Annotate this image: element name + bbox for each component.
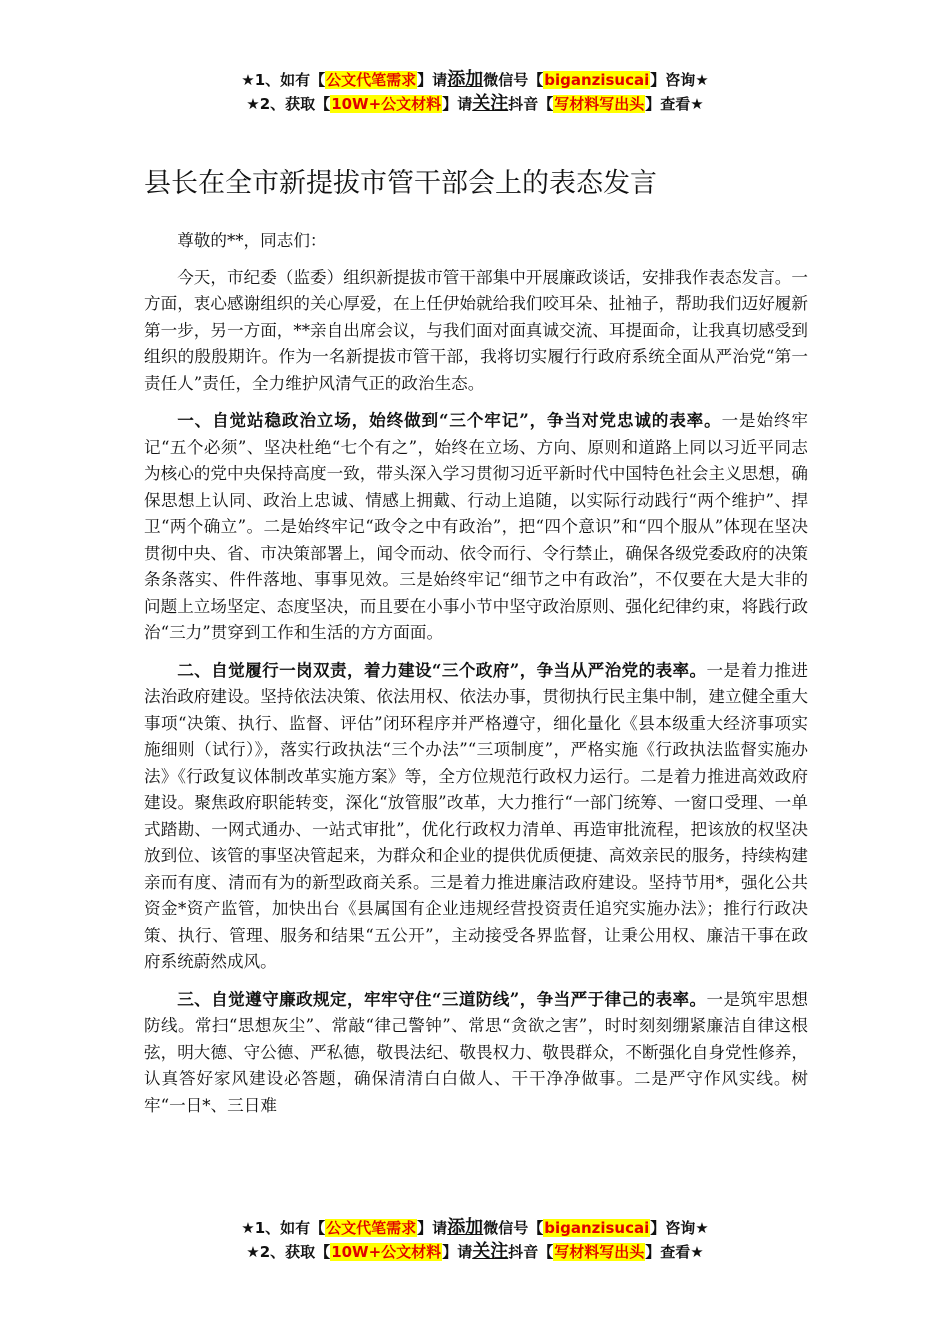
star-icon: ★: [241, 71, 255, 89]
intro-paragraph: 今天，市纪委（监委）组织新提拔市管干部集中开展廉政谈话，安排我作表态发言。一方面，衷心感谢组织的关心厚爱，在上任伊始就给我们咬耳朵、扯袖子，帮助我们迈好履新第一步，另一方面，**亲自出席会议，与我们面对面真诚交流、耳提面命，让我真切感受到组织的殷殷期许。作为一名新提拔市管干部，我将切实履行行政府系统全面从严治党“第一责任人”责任，全力维护风清气正的政治生态。: [144, 267, 808, 393]
banner-text: 2、获取【: [259, 95, 331, 113]
banner-emphasis: 关注: [472, 1241, 509, 1262]
banner-highlight: 写材料写出头: [554, 1243, 645, 1261]
banner-text: 1、如有【: [254, 71, 326, 89]
section-paragraph-3: [144, 986, 808, 1120]
section-text-2: 一是着力推进法治政府建设。坚持依法决策、依法用权、依法办事，贯彻执行民主集中制，建立健全重大事项“决策、执行、监督、评估”闭环程序并严格遵守，细化量化《县本级重大经济事项实施细则（试行）》，落实行政执法“三个办法”“三项制度”，严格实施《行政执法监督实施办法》《行政复议体制改革实施方案》等，全方位规范行政权力运行。二是着力推进高效政府建设。聚焦政府职能转变，深化“放管服”改革，大力推行“一部门统筹、一窗口受理、一单式踏勘、一网式通办、一站式审批”，优化行政权力清单、再造审批流程，把该放的权坚决放到位、该管的事坚决管起来，为群众和企业的提供优质便捷、高效亲民的服务，持续构建亲而有度、清而有为的新型政商关系。三是着力推进廉洁政府建设。坚持节用*，强化公共资金*资产监管，加快出台《县属国有企业违规经营投资责任追究实施办法》；推行行政决策、执行、管理、服务和结果“五公开”，主动接受各界监督，让秉公用权、廉洁干事在政府系统蔚然成风。: [144, 660, 809, 971]
banner-text: 微信号【: [483, 71, 544, 89]
banner-text: 】请: [417, 71, 448, 89]
star-icon: ★: [246, 95, 260, 113]
banner-line-1: [0, 68, 950, 92]
banner-emphasis: 添加: [447, 69, 484, 90]
document-title: 县长在全市新提拔市管干部会上的表态发言: [144, 168, 657, 200]
section-heading-2: 二、自觉履行一岗双责，着力建设“三个政府”，争当从严治党的表率。: [177, 659, 707, 680]
banner-text: 】查看★: [645, 1243, 704, 1261]
banner-line-2: [0, 92, 950, 116]
banner-highlight: biganzisucai: [544, 1219, 650, 1237]
banner-text: 】请: [442, 95, 473, 113]
star-icon: ★: [246, 1243, 260, 1261]
banner-highlight: biganzisucai: [544, 71, 650, 89]
banner-text: 】请: [417, 1219, 448, 1237]
greeting: 尊敬的**，同志们：: [177, 231, 327, 250]
banner-emphasis: 关注: [472, 93, 509, 114]
banner-highlight: 10W+公文材料: [331, 1243, 442, 1261]
banner-highlight: 写材料写出头: [554, 95, 645, 113]
banner-text: 1、如有【: [254, 1219, 326, 1237]
banner-line-1-bottom: [0, 1216, 950, 1240]
section-paragraph-1: [144, 407, 808, 647]
section-paragraph-2: [144, 657, 808, 976]
section-heading-1: 一、自觉站稳政治立场，始终做到“三个牢记”，争当对党忠诚的表率。: [177, 410, 722, 430]
banner-text: 微信号【: [483, 1219, 544, 1237]
section-text-1: 一是始终牢记“五个必须”、坚决杜绝“七个有之”，始终在立场、方向、原则和道路上同以习近平同志为核心的党中央保持高度一致，带头深入学习贯彻习近平新时代中国特色社会主义思想，确保思想上认同、政治上忠诚、情感上拥戴、行动上追随，以实际行动践行“两个维护”、捍卫“两个确立”。二是始终牢记“政令之中有政治”，把“四个意识”和“四个服从”体现在坚决贯彻中央、省、市决策部署上，闻令而动、依令而行、令行禁止，确保各级党委政府的决策条条落实、件件落地、事事见效。三是始终牢记“细节之中有政治”，不仅要在大是大非的问题上立场坚定、态度坚决，而且要在小事小节中坚守政治原则、强化纪律约束，将践行政治“三力”贯穿到工作和生活的方方面面。: [144, 411, 808, 642]
banner-text: 】查看★: [645, 95, 704, 113]
banner-text: 】咨询★: [650, 1219, 709, 1237]
banner-emphasis: 添加: [447, 1217, 484, 1238]
bottom-banner: [0, 1216, 950, 1264]
section-text-3: 一是筑牢思想防线。常扫“思想灰尘”、常敲“律己警钟”、常思“贪欲之害”，时时刻刻绷紧廉洁自律这根弦，明大德、守公德、严私德，敬畏法纪、敬畏权力、敬畏群众，不断强化自身党性修养，认真答好家风建设必答题，确保清清白白做人、干干净净做事。二是严守作风实线。树牢“一日*、三日难: [144, 989, 809, 1115]
banner-text: 】咨询★: [650, 71, 709, 89]
banner-highlight: 公文代笔需求: [326, 1219, 417, 1237]
document-body: [144, 228, 808, 1129]
top-banner: [0, 68, 950, 116]
banner-text: 2、获取【: [259, 1243, 331, 1261]
section-heading-3: 三、自觉遵守廉政规定，牢牢守住“三道防线”，争当严于律己的表率。: [177, 988, 707, 1009]
star-icon: ★: [241, 1219, 255, 1237]
banner-highlight: 10W+公文材料: [331, 95, 442, 113]
banner-line-2-bottom: [0, 1240, 950, 1264]
banner-text: 】请: [442, 1243, 473, 1261]
banner-highlight: 公文代笔需求: [326, 71, 417, 89]
banner-text: 抖音【: [508, 95, 554, 113]
banner-text: 抖音【: [508, 1243, 554, 1261]
